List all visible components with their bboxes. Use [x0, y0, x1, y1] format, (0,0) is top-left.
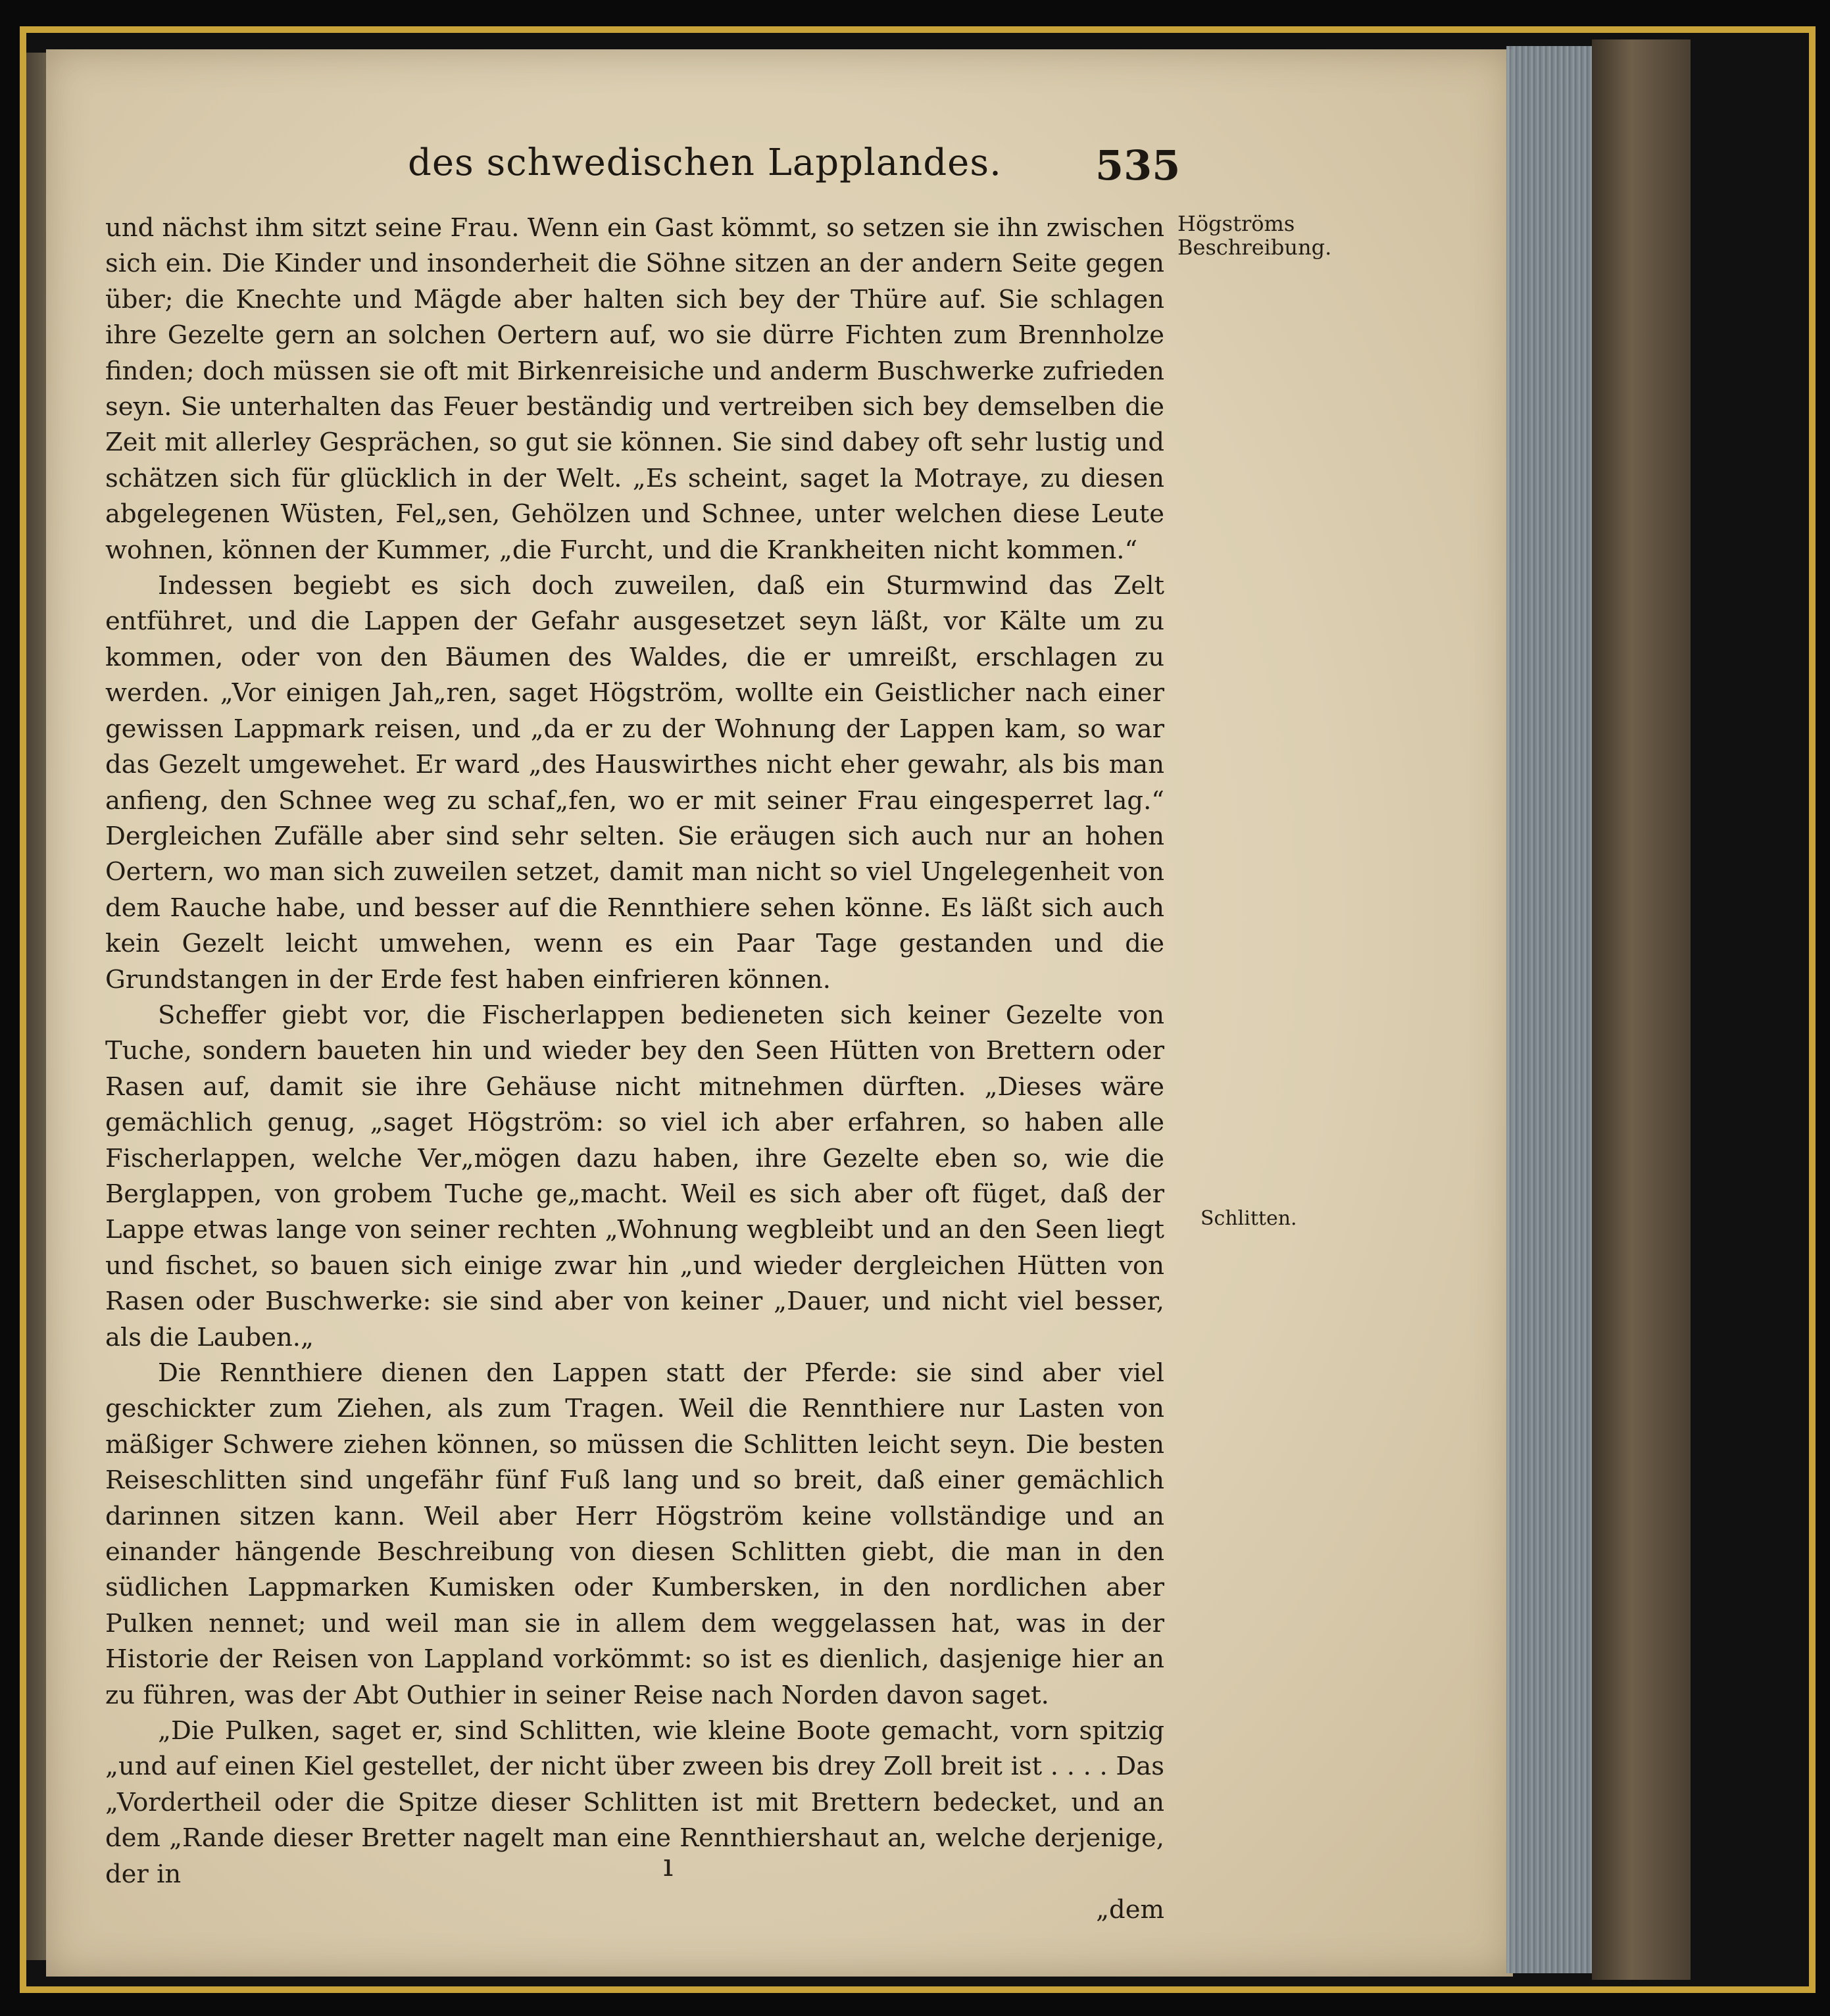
- paragraph: Scheffer giebt vor, die Fischerlappen bedieneten sich keiner Gezelte von Tuche, sondern baueten hin und wieder bey den Seen Hütten von Brettern oder Rasen auf, damit sie ihre Gehäuse nicht mitnehmen dürften. „Dieses wäre gemächlich genug, „saget Högström: so viel ich aber erfahren, so haben alle Fischerlappen, welche Ver„mögen dazu haben, ihre Gezelte eben so, wie die Berglappen, von grobem Tuche ge„macht. Weil es sich aber oft füget, daß der Lappe etwas lange von seiner rechten „Wohnung wegbleibt und an den Seen liegt und fischet, so bauen sich einige zwar hin „und wieder dergleichen Hütten von Rasen oder Buschwerke: sie sind aber von keiner „Dauer, und nicht viel besser, als die Lauben.„: [105, 1000, 1164, 1352]
- main-text-block: [105, 210, 1164, 1929]
- book-cover-edge: [1592, 39, 1691, 1980]
- marginal-note-schlitten: Schlitten.: [1200, 1207, 1297, 1230]
- ink-mark: ı: [663, 1847, 674, 1884]
- running-title: des schwedischen Lapplandes.: [408, 141, 1002, 184]
- marginal-note-hoegstroem: Högströms Beschreibung.: [1177, 211, 1332, 260]
- paragraph: Indessen begiebt es sich doch zuweilen, daß ein Sturmwind das Zelt entführet, und die Lappen der Gefahr ausgesetzet seyn läßt, vor Kälte um zu kommen, oder von den Bäumen des Waldes, die er umreißt, erschlagen zu werden. „Vor einigen Jah„ren, saget Högström, wollte ein Geistlicher nach einer gewissen Lappmark reisen, und „da er zu der Wohnung der Lappen kam, so war das Gezelt umgewehet. Er ward „des Hauswirthes nicht eher gewahr, als bis man anfieng, den Schnee weg zu schaf„fen, wo er mit seiner Frau eingesperret lag.“ Dergleichen Zufälle aber sind sehr selten. Sie eräugen sich auch nur an hohen Oertern, wo man sich zuweilen setzet, damit man nicht so viel Ungelegenheit von dem Rauche habe, und besser auf die Rennthiere sehen könne. Es läßt sich auch kein Gezelt leicht umwehen, wenn es ein Paar Tage gestanden und die Grundstangen in der Erde fest haben einfrieren können.: [105, 571, 1164, 995]
- page-number: 535: [1095, 141, 1181, 189]
- paragraph: und nächst ihm sitzt seine Frau. Wenn ein Gast kömmt, so setzen sie ihn zwischen sich ein. Die Kinder und insonderheit die Söhne sitzen an der andern Seite gegen über; die Knechte und Mägde aber halten sich bey der Thüre auf. Sie schlagen ihre Gezelte gern an solchen Oertern auf, wo sie dürre Fichten zum Brennholze finden; doch müssen sie oft mit Birkenreisiche und anderm Buschwerke zufrieden seyn. Sie unterhalten das Feuer beständig und vertreiben sich bey demselben die Zeit mit allerley Gesprächen, so gut sie können. Sie sind dabey oft sehr lustig und schätzen sich für glücklich in der Welt. „Es scheint, saget la Motraye, zu diesen abgelegenen Wüsten, Fel„sen, Gehölzen und Schnee, unter welchen diese Leute wohnen, können der Kummer, „die Furcht, und die Krankheiten nicht kommen.“: [105, 213, 1164, 565]
- catchword: „dem: [1096, 1895, 1164, 1925]
- paragraph: „Die Pulken, saget er, sind Schlitten, wie kleine Boote gemacht, vorn spitzig „und auf einen Kiel gestellet, der nicht über zween bis drey Zoll breit ist . . . . Das „Vordertheil oder die Spitze dieser Schlitten ist mit Brettern bedecket, und an dem „Rande dieser Bretter nagelt man eine Rennthiershaut an, welche derjenige, der in: [105, 1716, 1164, 1889]
- paragraph: Die Rennthiere dienen den Lappen statt der Pferde: sie sind aber viel geschickter zum Ziehen, als zum Tragen. Weil die Rennthiere nur Lasten von mäßiger Schwere ziehen können, so müssen die Schlitten leicht seyn. Die besten Reiseschlitten sind ungefähr fünf Fuß lang und so breit, daß einer gemächlich darinnen sitzen kann. Weil aber Herr Högström keine vollständige und an einander hängende Beschreibung von diesen Schlitten giebt, die man in den südlichen Lappmarken Kumisken oder Kumbersken, in den nordlichen aber Pulken nennet; und weil man sie in allem dem weggelassen hat, was in der Historie der Reisen von Lappland vorkömmt: so ist es dienlich, dasjenige hier an zu führen, was der Abt Outhier in seiner Reise nach Norden davon saget.: [105, 1358, 1164, 1710]
- page-block-edges: [1506, 46, 1598, 1973]
